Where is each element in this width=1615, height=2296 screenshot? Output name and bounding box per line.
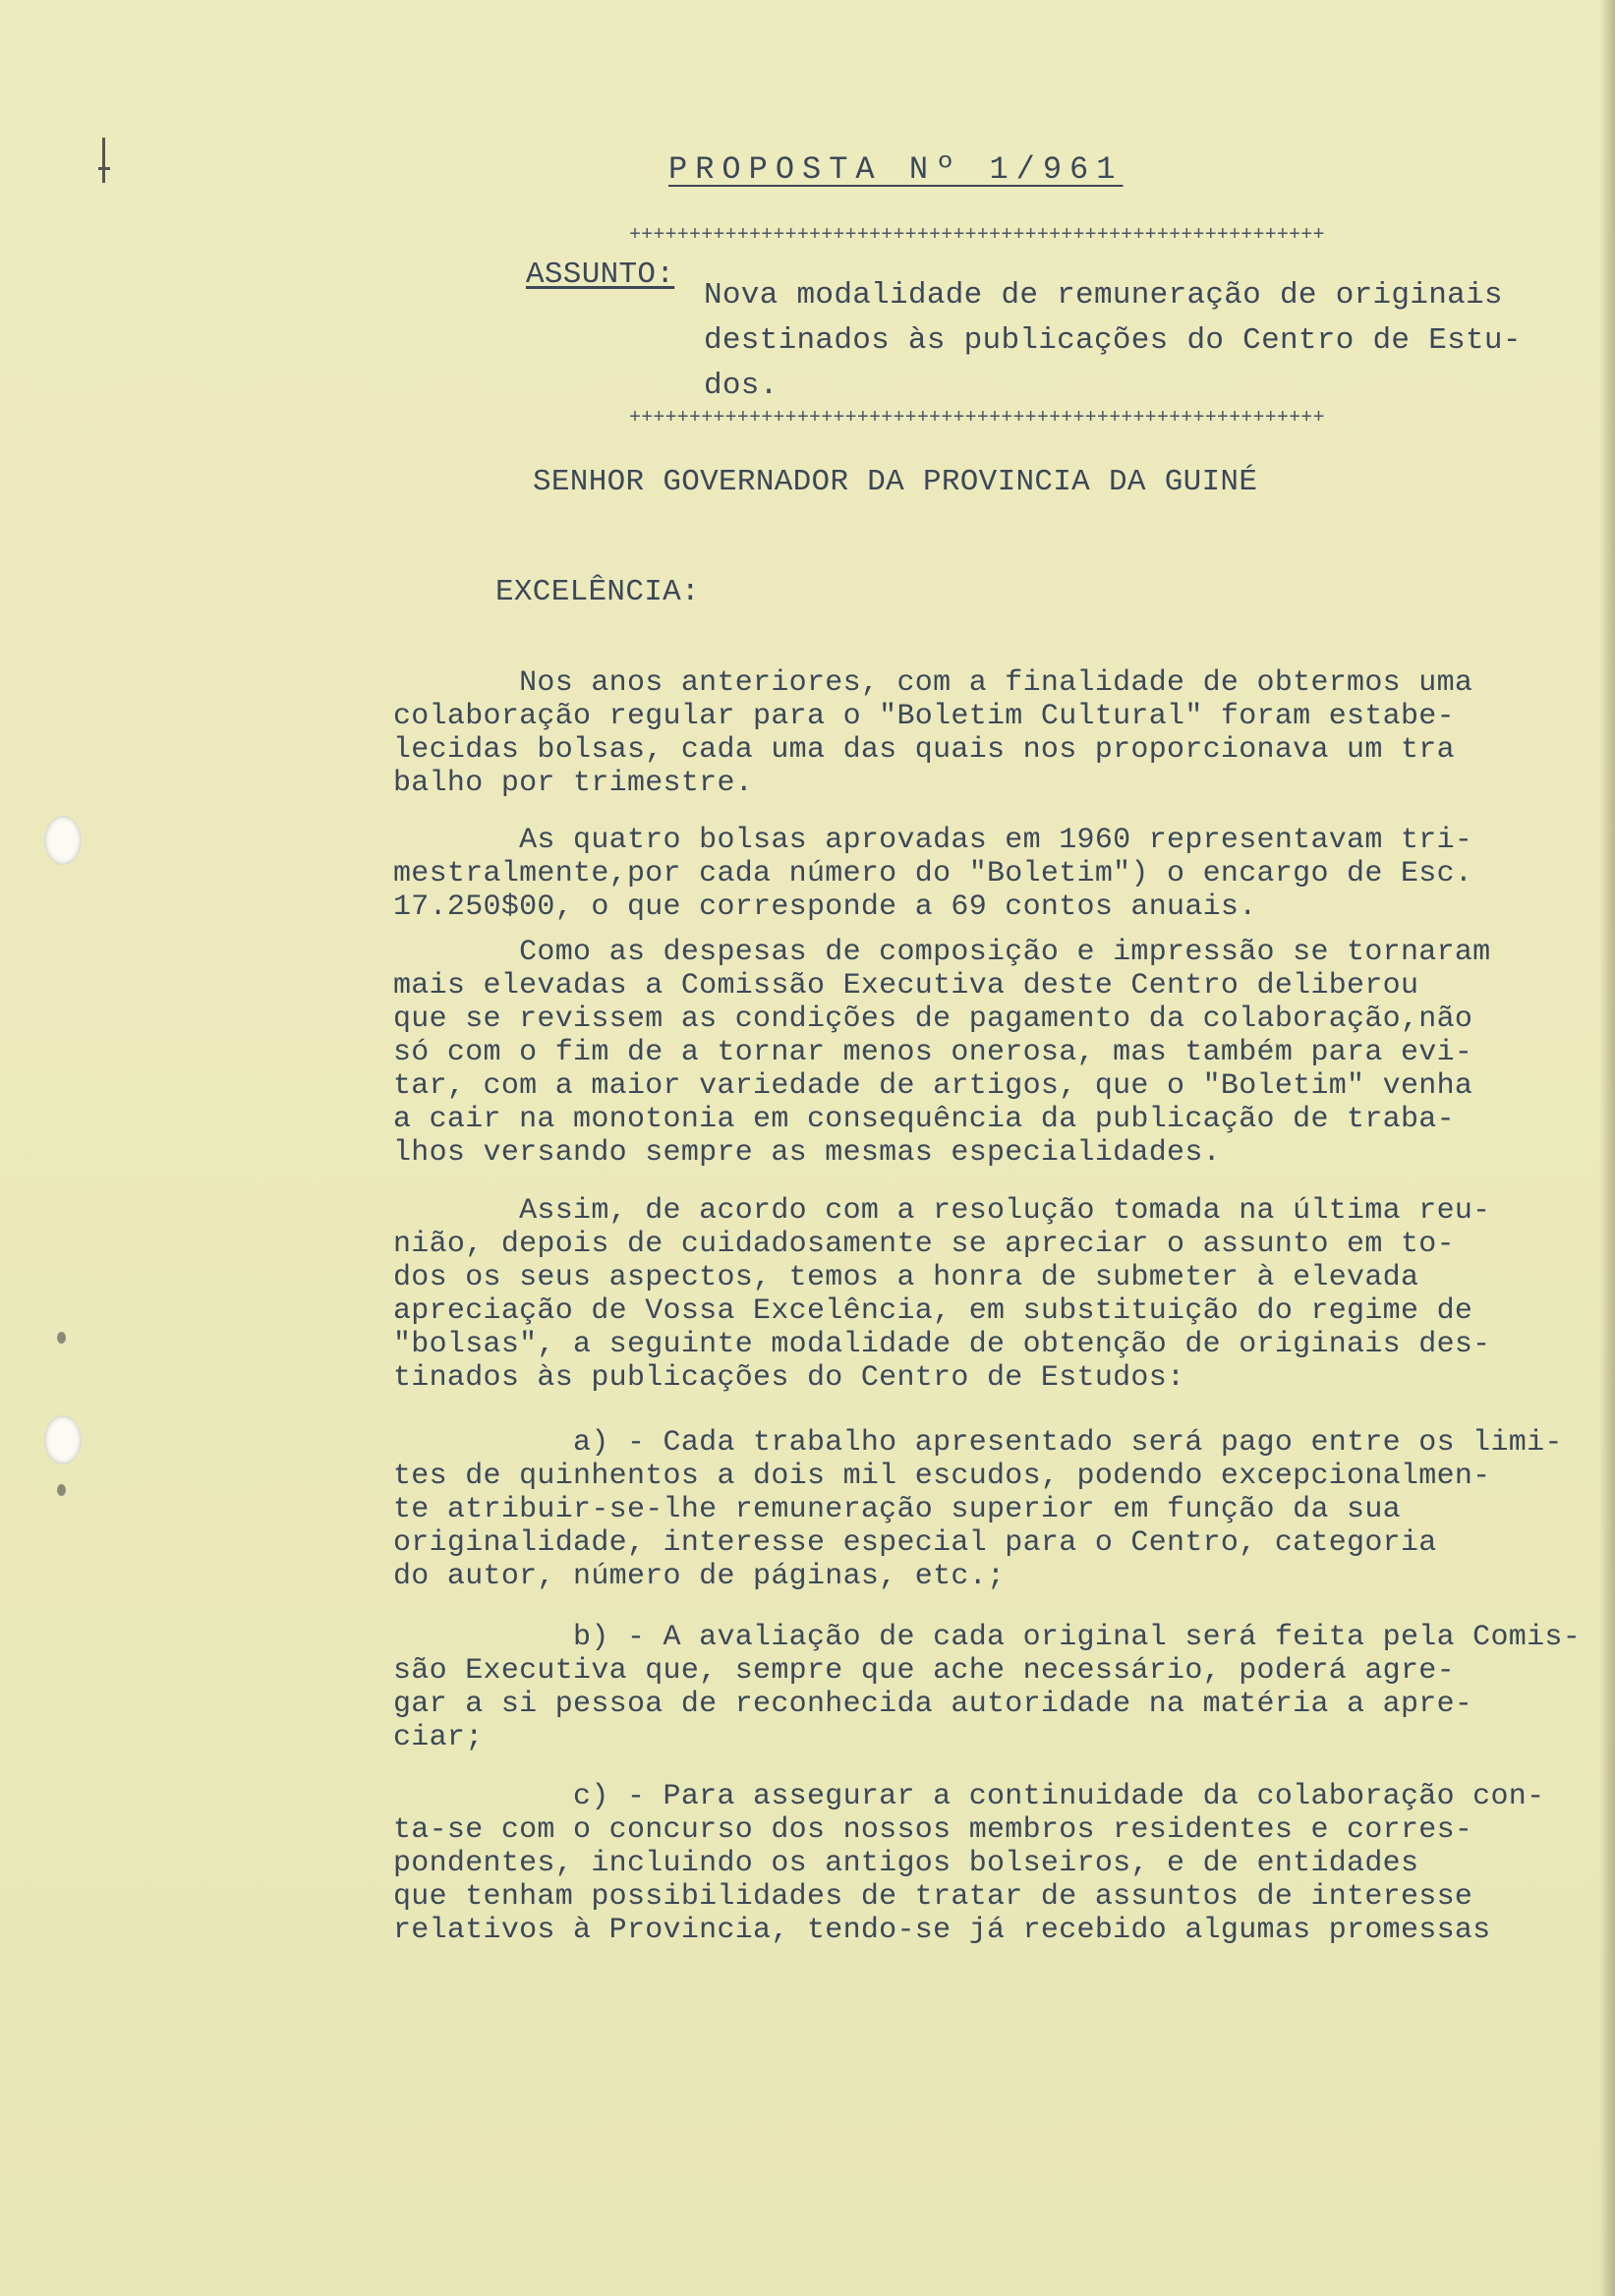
page-edge-shadow	[1599, 0, 1615, 2296]
punch-hole-lower	[44, 1415, 82, 1464]
paragraph-resolution: Assim, de acordo com a resolução tomada na última reu- nião, depois de cuidadosamente se apreciar o assunto em to- dos os seus aspectos, temos a honra de submeter à elevada apreciação de Vossa Excelência, em substituição do regime de "bolsas", a seguinte modalidade de obtenção de originais des- tinados às publicações do Centro de Estudos:	[393, 1194, 1491, 1395]
item-b: b) - A avaliação de cada original será feita pela Comis- são Executiva que, sempre que ache necessário, poderá agre- gar a si pessoa de reconhecida autoridade na matéria a apre- ciar;	[393, 1621, 1581, 1754]
salutation: EXCELÊNCIA:	[495, 575, 700, 609]
paragraph-costs: Como as despesas de composição e impressão se tornaram mais elevadas a Comissão Executiva deste Centro deliberou que se revissem as condições de pagamento da colaboração,não só com o fim de a tornar menos onerosa, mas também para evi- tar, com a maior variedade de artigos, que o "Boletim" venha a cair na monotonia em consequência da publicação de traba- lhos versando sempre as mesmas especialidades.	[393, 936, 1491, 1170]
separator-rule-bottom: ++++++++++++++++++++++++++++++++++++++++++++++++++++++++++	[629, 407, 1325, 430]
paragraph-previous-years: Nos anos anteriores, com a finalidade de obtermos uma colaboração regular para o "Boletim Cultural" foram estabe- lecidas bolsas, cada uma das quais nos proporcionava um tra balho por trimestre.	[393, 666, 1473, 800]
paragraph-four-grants: As quatro bolsas aprovadas em 1960 representavam tri- mestralmente,por cada número do "Boletim") o encargo de Esc. 17.250$00, o que corresponde a 69 contos anuais.	[393, 824, 1473, 924]
subject-label: ASSUNTO:	[526, 258, 675, 292]
paper-speck	[57, 1332, 66, 1344]
item-a: a) - Cada trabalho apresentado será pago entre os limi- tes de quinhentos a dois mil escudos, podendo excepcionalmen- te atribuir-se-lhe remuneração superior em função da sua originalidade, interesse especial para o Centro, categoria do autor, número de páginas, etc.;	[393, 1426, 1563, 1593]
document-title: PROPOSTA Nº 1/961	[668, 151, 1124, 188]
paper-speck	[57, 1484, 66, 1496]
item-c: c) - Para assegurar a continuidade da colaboração con- ta-se com o concurso dos nossos membros residentes e corres- pondentes, incluindo os antigos bolseiros, e de entidades que tenham possibilidades de tratar de assuntos de interesse relativos à Provincia, tendo-se já recebido algumas promessas	[393, 1780, 1545, 1947]
punch-hole-upper	[44, 816, 82, 865]
margin-pencil-mark	[102, 138, 105, 183]
addressee: SENHOR GOVERNADOR DA PROVINCIA DA GUINÉ	[533, 465, 1258, 499]
subject-text: Nova modalidade de remuneração de originais destinados às publicações do Centro de Estu- dos.	[704, 278, 1522, 403]
separator-rule-top: ++++++++++++++++++++++++++++++++++++++++++++++++++++++++++	[629, 224, 1325, 247]
